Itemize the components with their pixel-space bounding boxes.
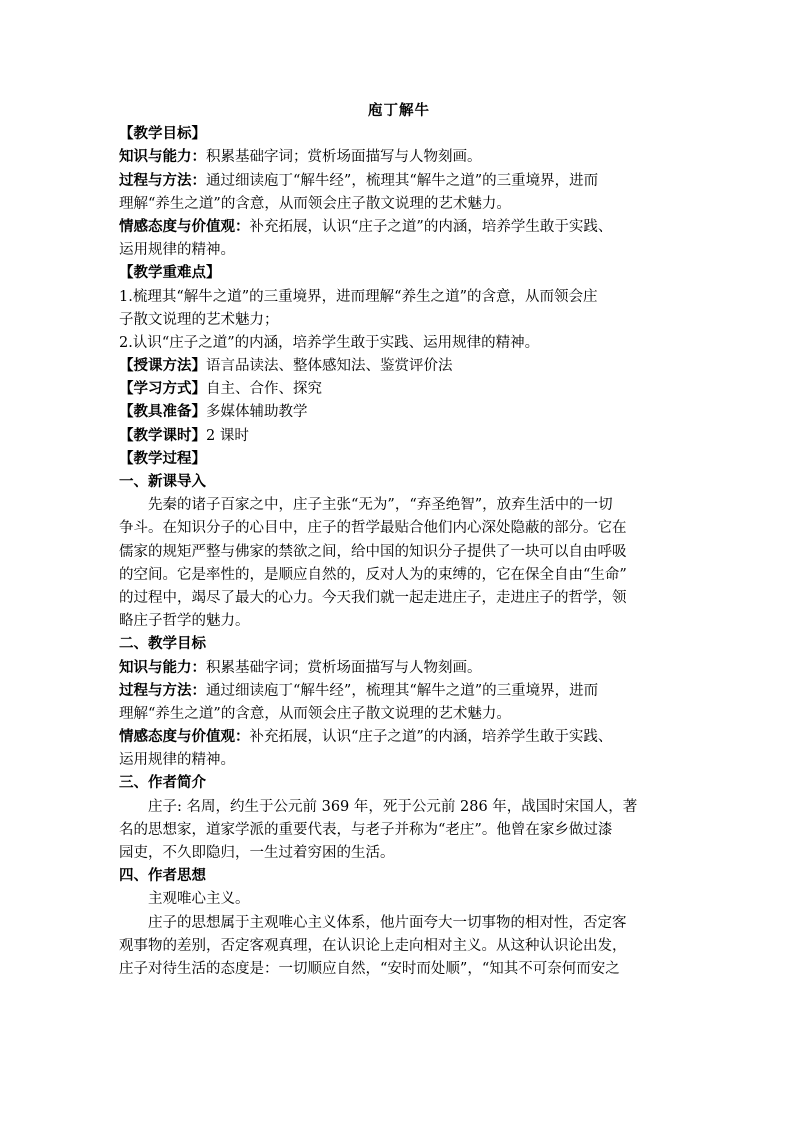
key-point-1: 1.梳理其“解牛之道”的三重境界，进而理解“养生之道”的含意，从而领会庄 [119, 288, 598, 305]
teaching-tools-label: 【教具准备】 [119, 404, 206, 421]
s2-knowledge [119, 657, 679, 680]
heading-teaching-goals: 【教学目标】 [119, 126, 206, 143]
section-1-line: 的空间。它是率性的，是顺应自然的，反对人为的束缚的，它在保全自由“生命” [119, 566, 627, 583]
section-3-line: 园吏，不久即隐归，一生过着穷困的生活。 [119, 845, 395, 861]
s2-process [119, 680, 679, 703]
s2-emotion-cont: 运用规律的精神。 [119, 752, 235, 769]
goal-knowledge-label: 知识与能力： [119, 149, 206, 166]
key-point-1-cont: 子散文说理的艺术魅力； [119, 311, 279, 328]
s2-process-cont: 理解“养生之道”的含意，从而领会庄子散文说理的艺术魅力。 [119, 705, 511, 722]
s2-emotion [119, 726, 679, 749]
section-1-heading: 一、新课导入 [119, 474, 206, 490]
section-1-line: 的过程中，竭尽了最大的心力。今天我们就一起走进庄子，走进庄子的哲学，领 [119, 589, 627, 606]
teaching-tools [119, 401, 679, 424]
s2-emotion-text: 补充拓展，认识“庄子之道”的内涵，培养学生敢于实践、 [249, 729, 613, 746]
section-3-line: 名的思想家，道家学派的重要代表，与老子并称为“老庄”。他曾在家乡做过漆 [119, 821, 613, 838]
section-4-heading: 四、作者思想 [119, 868, 206, 885]
section-4-line: 庄子对待生活的态度是：一切顺应自然，“安时而处顺”，“知其不可奈何而安之 [119, 960, 620, 977]
goal-emotion-text: 补充拓展，认识“庄子之道”的内涵，培养学生敢于实践、 [249, 218, 613, 235]
s2-knowledge-text: 积累基础字词；赏析场面描写与人物刻画。 [206, 659, 482, 676]
s2-process-text: 通过细读庖丁“解牛经”，梳理其“解牛之道”的三重境界，进而 [206, 682, 599, 699]
class-hours-text: 2 课时 [206, 427, 249, 444]
section-3-heading: 三、作者简介 [119, 775, 206, 792]
teaching-method-text: 语言品读法、整体感知法、鉴赏评价法 [206, 358, 453, 375]
s2-knowledge-label: 知识与能力： [119, 659, 206, 676]
teaching-tools-text: 多媒体辅助教学 [206, 404, 308, 421]
section-1-line: 先秦的诸子百家之中，庄子主张“无为”，“弃圣绝智”，放弃生活中的一切 [148, 497, 613, 514]
teaching-method-label: 【授课方法】 [119, 358, 206, 375]
study-mode [119, 378, 679, 401]
class-hours [119, 425, 679, 448]
section-2-heading: 二、教学目标 [119, 636, 206, 653]
section-4-line: 主观唯心主义。 [148, 891, 250, 908]
s2-emotion-label: 情感态度与价值观： [119, 729, 250, 746]
goal-emotion [119, 216, 679, 239]
section-4-line: 庄子的思想属于主观唯心主义体系，他片面夸大一切事物的相对性，否定客 [148, 914, 627, 931]
goal-knowledge [119, 146, 679, 169]
goal-emotion-cont: 运用规律的精神。 [119, 242, 235, 259]
study-mode-label: 【学习方式】 [119, 381, 206, 398]
goal-process-label: 过程与方法： [119, 172, 206, 189]
goal-emotion-label: 情感态度与价值观： [119, 218, 250, 235]
section-1-line: 儒家的规矩严整与佛家的禁欲之间，给中国的知识分子提供了一块可以自由呼吸 [119, 543, 627, 560]
goal-process-cont: 理解“养生之道”的含意，从而领会庄子散文说理的艺术魅力。 [119, 195, 511, 212]
class-hours-label: 【教学课时】 [119, 427, 206, 444]
heading-teaching-process: 【教学过程】 [119, 450, 206, 467]
heading-key-points: 【教学重难点】 [119, 265, 221, 282]
section-1-line: 争斗。在知识分子的心目中，庄子的哲学最贴合他们内心深处隐蔽的部分。它在 [119, 520, 627, 537]
goal-knowledge-text: 积累基础字词；赏析场面描写与人物刻画。 [206, 149, 482, 166]
s2-process-label: 过程与方法： [119, 682, 206, 699]
page-title: 庖丁解牛 [368, 103, 430, 119]
section-1-line: 略庄子哲学的魅力。 [119, 613, 250, 630]
goal-process-text: 通过细读庖丁“解牛经”，梳理其“解牛之道”的三重境界，进而 [206, 172, 599, 189]
study-mode-text: 自主、合作、探究 [206, 381, 322, 398]
goal-process [119, 170, 679, 193]
section-3-line: 庄子: 名周，约生于公元前 369 年，死于公元前 286 年，战国时宋国人，著 [148, 798, 638, 815]
document-page [119, 100, 679, 981]
teaching-method [119, 355, 679, 378]
section-4-line: 观事物的差别，否定客观真理，在认识论上走向相对主义。从这种认识论出发， [119, 937, 627, 954]
key-point-2: 2.认识“庄子之道”的内涵，培养学生敢于实践、运用规律的精神。 [119, 334, 540, 351]
